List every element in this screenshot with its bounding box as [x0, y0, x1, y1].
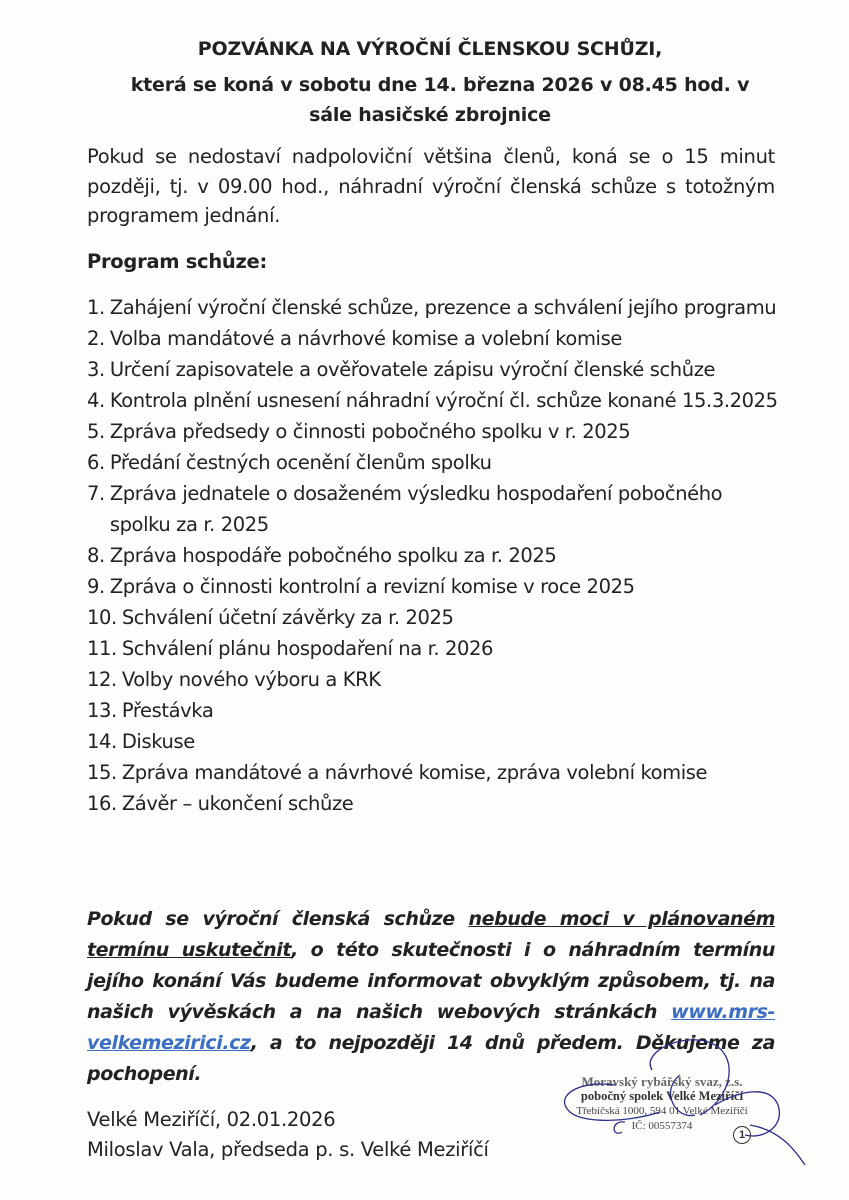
- agenda-item: 6. Předání čestných ocenění členům spolku: [87, 451, 492, 474]
- agenda-item: 7. Zpráva jednatele o dosaženém výsledku hospodaření pobočného spolku za r. 2025: [87, 482, 723, 536]
- agenda-item: 9. Zpráva o činnosti kontrolní a revizní komise v roce 2025: [87, 575, 635, 598]
- program-heading: Program schůze:: [87, 250, 267, 273]
- intro-paragraph: Pokud se nedostaví nadpoloviční většina členů, koná se o 15 minut později, tj. v 09.00 hod., náhradní výroční členská schůze s totožným programem jednání.: [87, 145, 775, 227]
- agenda-item: 14. Diskuse: [87, 730, 195, 753]
- agenda-item: 16. Závěr – ukončení schůze: [87, 792, 354, 815]
- stamp-number-icon: 1: [733, 1126, 751, 1144]
- agenda-item: 13. Přestávka: [87, 699, 214, 722]
- agenda-item: 1. Zahájení výroční členské schůze, prezence a schválení jejího programu: [87, 296, 777, 319]
- agenda-item: 11. Schválení plánu hospodaření na r. 2026: [87, 637, 494, 660]
- agenda-list: [87, 292, 787, 819]
- agenda-item: 10. Schválení účetní závěrky za r. 2025: [87, 606, 454, 629]
- meeting-date-line: která se koná v sobotu dne 14. března 2026 v 08.45 hod. v: [130, 74, 750, 96]
- meeting-venue-line: sále hasičské zbrojnice: [309, 104, 551, 126]
- agenda-item: 12. Volby nového výboru a KRK: [87, 668, 381, 691]
- underlined-phrase: nebude moci v plánovaném termínu uskutečnit: [87, 908, 775, 961]
- agenda-item: 15. Zpráva mandátové a návrhové komise, zpráva volební komise: [87, 761, 708, 784]
- document-title: POZVÁNKA NA VÝROČNÍ ČLENSKOU SCHŮZI,: [197, 38, 663, 60]
- postponement-notice: Pokud se výroční členská schůze nebude moci v plánovaném termínu uskutečnit, o této skutečnosti i o náhradním termínu jejího konání Vás budeme informovat obvyklým způsobem, tj. na našich vývěskách a na našich webových stránkách www.mrs-velkemezirici.cz, a to nejpozději 14 dnů předem. Děkujeme za pochopení.: [87, 908, 776, 1085]
- website-link[interactable]: www.mrs-velkemezirici.cz: [87, 1001, 775, 1054]
- handwritten-signature-icon: [540, 1030, 820, 1170]
- agenda-item: 4. Kontrola plnění usnesení náhradní výroční čl. schůze konané 15.3.2025: [87, 389, 778, 412]
- place-and-date: Velké Meziříčí, 02.01.2026: [87, 1108, 336, 1131]
- organization-stamp: Moravský rybářský svaz, z.s. pobočný spolek Velké Meziříčí Třebíčská 1000, 594 01 Velké Meziříčí IČ: 00557374: [576, 1074, 748, 1132]
- agenda-item: 2. Volba mandátové a návrhové komise a volební komise: [87, 327, 622, 350]
- agenda-item: 8. Zpráva hospodáře pobočného spolku za r. 2025: [87, 544, 557, 567]
- signatory: Miloslav Vala, předseda p. s. Velké Meziříčí: [87, 1138, 489, 1161]
- agenda-item: 5. Zpráva předsedy o činnosti pobočného spolku v r. 2025: [87, 420, 631, 443]
- agenda-item: 3. Určení zapisovatele a ověřovatele zápisu výroční členské schůze: [87, 358, 716, 381]
